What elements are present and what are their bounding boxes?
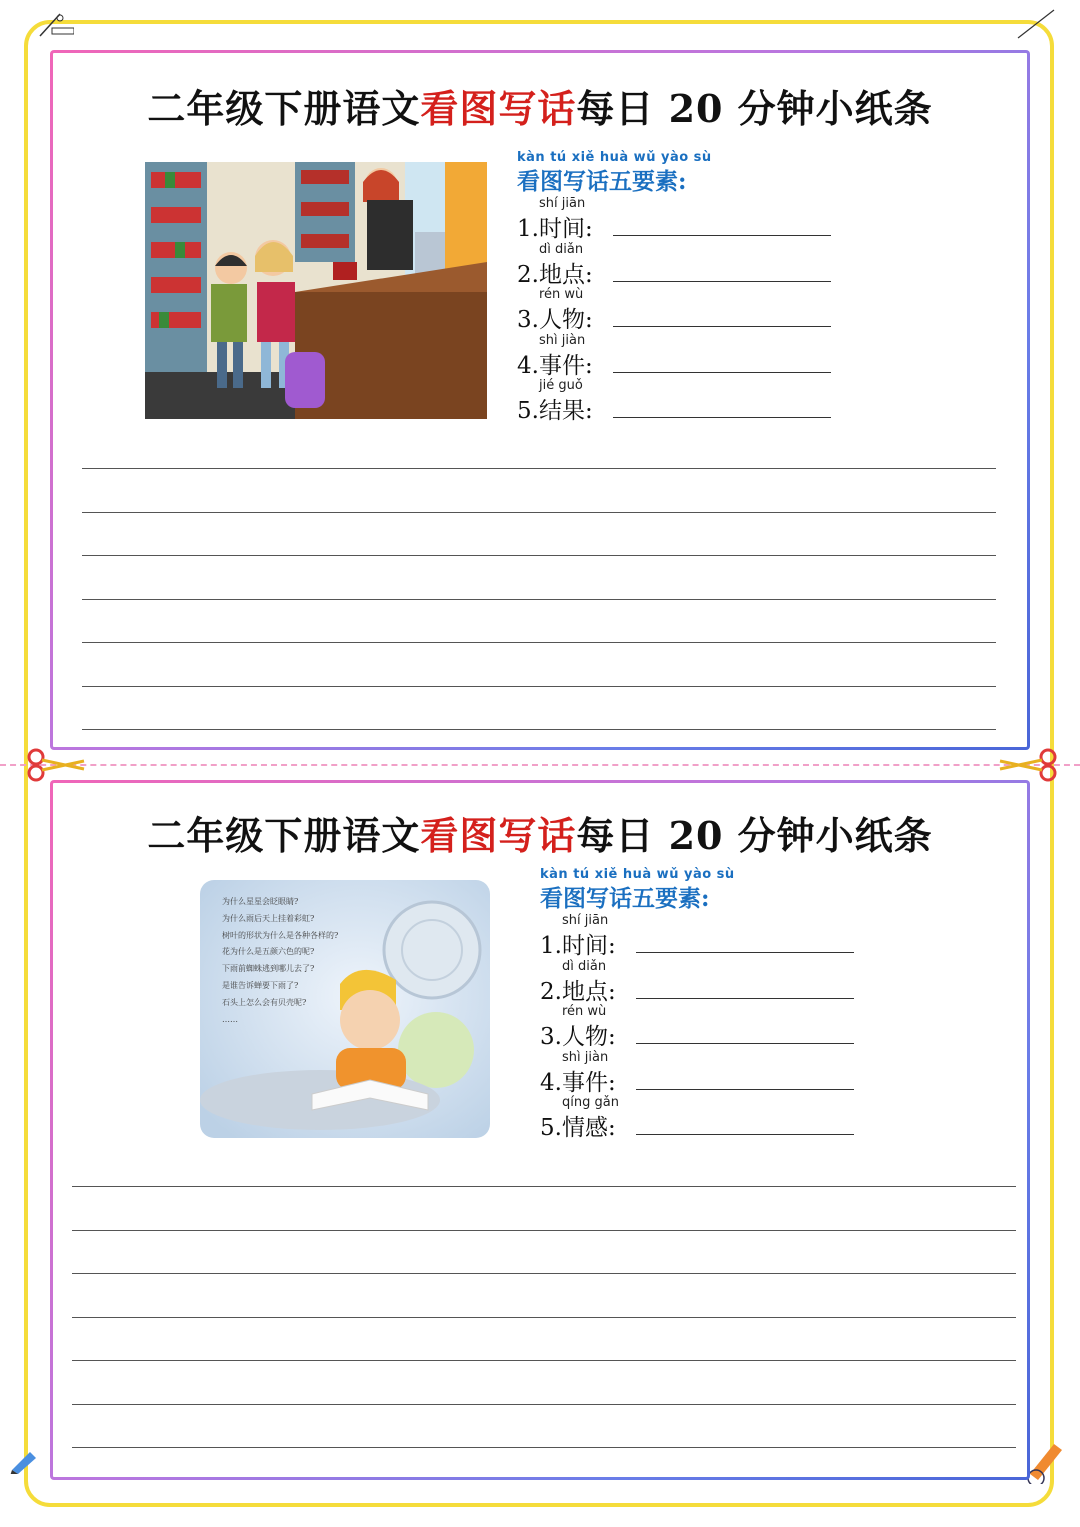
element-label: 5.结果: [517,398,593,424]
element-row [540,1050,735,1096]
picture-question: 为什么星星会眨眼睛? [222,897,299,906]
element-pinyin: dì diǎn [562,958,607,974]
heading-pinyin: kàn tú xiě huà wǔ yào sù [540,867,735,882]
element-label: 4.事件: [540,1069,616,1096]
picture-question: 下雨前蜘蛛逃到哪儿去了? [222,964,315,974]
five-elements-list [517,150,712,424]
fill-in-blank[interactable] [613,417,831,418]
fill-in-blank[interactable] [613,372,831,373]
writing-line[interactable] [82,468,996,469]
fill-in-blank[interactable] [636,998,854,999]
writing-line[interactable] [72,1230,1016,1231]
element-row [517,196,712,242]
writing-line[interactable] [72,1273,1016,1274]
writing-line[interactable] [82,686,996,687]
element-pinyin: shí jiān [539,196,586,211]
element-pinyin: shì jiàn [539,332,586,348]
pen-line-icon [1014,6,1058,50]
element-label: 3.人物: [540,1024,616,1050]
library-scene-illustration [145,162,487,419]
element-row [540,913,735,959]
picture-question: 石头上怎么会有贝壳呢? [222,997,307,1007]
fill-in-blank[interactable] [636,1134,854,1135]
picture-question: …… [222,1014,238,1024]
writing-line[interactable] [72,1317,1016,1318]
writing-line[interactable] [72,1186,1016,1187]
element-row [517,378,712,424]
writing-line[interactable] [82,512,996,513]
sheet-title: 二年级下册语文看图写话每日 20 分钟小纸条 [147,813,933,858]
picture-question: 是谁告诉蝉要下雨了? [222,980,299,990]
picture-question: 花为什么是五颜六色的呢? [222,947,315,957]
sheet-title: 二年级下册语文看图写话每日 20 分钟小纸条 [147,86,933,131]
picture-question: 树叶的形状为什么是各种各样的? [222,930,339,940]
picture-question: 为什么雨后天上挂着彩虹? [222,913,315,923]
scissors-icon [996,745,1058,785]
element-pinyin: shì jiàn [562,1049,609,1065]
fill-in-blank[interactable] [636,1089,854,1090]
element-row [517,242,712,288]
element-pinyin: shí jiān [562,913,609,928]
paperclip-icon [30,6,74,50]
writing-lines[interactable] [72,1186,1016,1491]
writing-line[interactable] [82,642,996,643]
curious-boy-illustration [200,880,490,1138]
fill-in-blank[interactable] [613,281,831,282]
element-pinyin: qíng gǎn [562,1095,619,1110]
element-row [540,959,735,1005]
five-elements-list [540,867,735,1141]
element-label: 2.地点: [540,978,616,1005]
writing-line[interactable] [72,1360,1016,1361]
pencil-icon [1024,1440,1068,1484]
element-label: 1.时间: [540,933,616,959]
writing-lines[interactable] [82,468,996,773]
scissors-icon [26,745,88,785]
element-label: 5.情感: [540,1115,616,1141]
writing-line[interactable] [72,1404,1016,1405]
element-pinyin: dì diǎn [539,241,584,257]
element-row [517,287,712,333]
element-row [540,1095,735,1141]
element-label: 2.地点: [517,261,593,288]
writing-line[interactable] [72,1447,1016,1448]
writing-line[interactable] [82,599,996,600]
fill-in-blank[interactable] [636,952,854,953]
element-pinyin: rén wù [562,1004,607,1019]
elements-heading: 看图写话五要素: [540,885,710,912]
element-label: 1.时间: [517,216,593,242]
element-pinyin: rén wù [539,287,584,302]
element-label: 3.人物: [517,307,593,333]
element-row [517,333,712,379]
pencil-icon [10,1430,54,1474]
writing-line[interactable] [82,729,996,730]
writing-line[interactable] [82,555,996,556]
element-row [540,1004,735,1050]
fill-in-blank[interactable] [613,326,831,327]
fill-in-blank[interactable] [613,235,831,236]
fill-in-blank[interactable] [636,1043,854,1044]
element-label: 4.事件: [517,352,593,379]
heading-pinyin: kàn tú xiě huà wǔ yào sù [517,150,712,165]
element-pinyin: jié guǒ [539,378,583,393]
elements-heading: 看图写话五要素: [517,168,687,195]
